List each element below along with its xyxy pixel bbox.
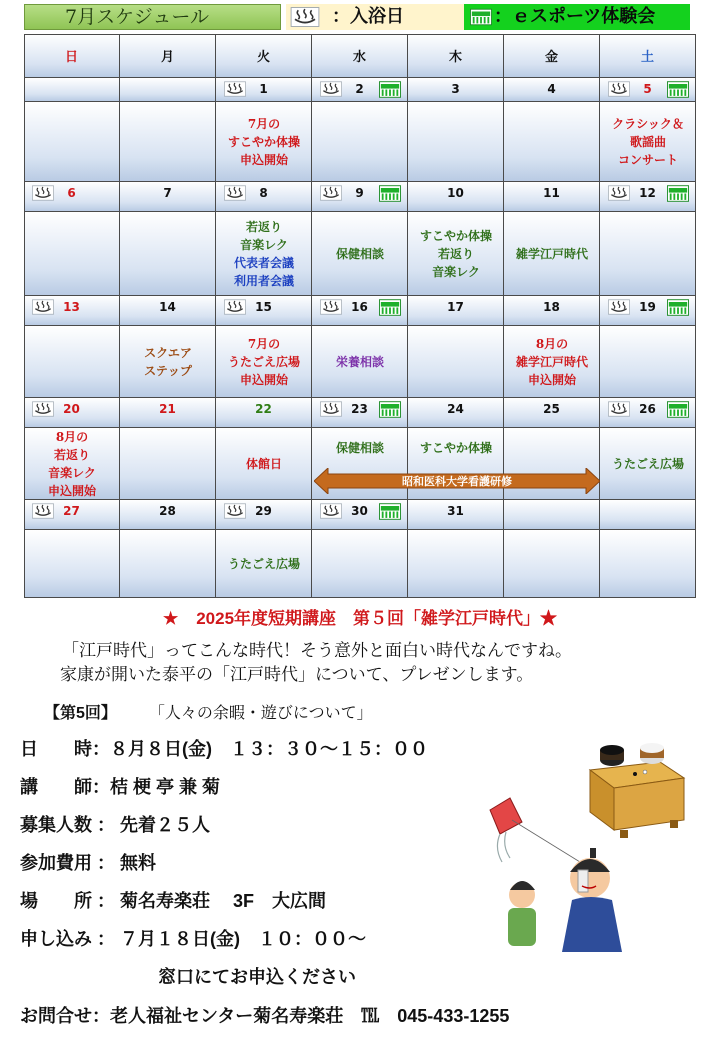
- event-line: 若返り: [53, 448, 90, 462]
- date-cell: [120, 182, 216, 212]
- training-label: 昭和医科大学看護研修: [402, 475, 512, 488]
- training-arrow-icon: [314, 468, 600, 494]
- event-cell: [504, 102, 600, 182]
- day-number: 19: [639, 300, 656, 314]
- event-cell: [24, 428, 120, 500]
- go-board-icon: [590, 743, 684, 838]
- event-line: コンサート: [617, 153, 678, 167]
- info-lecturer: 講 師：桔 梗 亭 兼 菊: [20, 777, 221, 797]
- day-number: 15: [255, 300, 272, 314]
- day-number: 22: [255, 402, 272, 416]
- day-number: 12: [639, 186, 656, 200]
- date-cell: [120, 78, 216, 102]
- hot-spring-icon: [224, 185, 246, 201]
- event-text: [312, 212, 408, 296]
- date-cell: [408, 182, 504, 212]
- event-line: 若返り: [245, 220, 282, 234]
- event-line: 7月の: [247, 117, 281, 131]
- star-right-icon: ★: [540, 609, 558, 628]
- game-machine-icon: [667, 299, 689, 316]
- game-machine-icon: [667, 401, 689, 418]
- schedule-title: 7月スケジュール: [24, 4, 281, 30]
- event-cell: [600, 428, 696, 500]
- date-cell: [408, 78, 504, 102]
- info-fee: 参加費用 ： 無料: [20, 853, 157, 873]
- hot-spring-icon: [608, 81, 630, 97]
- event-cell: [216, 326, 312, 398]
- event-text: [216, 326, 312, 398]
- event-cell: [504, 326, 600, 398]
- event-text: [216, 428, 312, 500]
- man-figure-icon: [562, 848, 622, 952]
- event-line: すこやか体操: [419, 441, 492, 455]
- event-cell: [504, 530, 600, 598]
- date-cell: [24, 296, 120, 326]
- event-cell: [120, 530, 216, 598]
- event-line: 音楽レク: [432, 265, 480, 279]
- day-number: 13: [63, 300, 80, 314]
- event-text: [216, 102, 312, 182]
- event-cell: [408, 326, 504, 398]
- event-cell: [24, 212, 120, 296]
- event-line: 8月の: [55, 430, 89, 444]
- day-number: 8: [259, 186, 268, 200]
- date-cell: [600, 182, 696, 212]
- weekday-header: 水: [312, 34, 408, 78]
- day-number: 4: [547, 82, 556, 96]
- event-cell: [600, 326, 696, 398]
- weekday-header: 日: [24, 34, 120, 78]
- lecture-description-1: 「江戸時代」ってこんな時代！そう意外と面白い時代なんですね。: [62, 641, 572, 660]
- event-line: うたごえ広場: [227, 557, 300, 571]
- day-number: 7: [163, 186, 172, 200]
- event-cell: [120, 102, 216, 182]
- hot-spring-icon: [224, 299, 246, 315]
- event-line: すこやか体操: [227, 135, 300, 149]
- date-cell: [24, 398, 120, 428]
- event-text: [120, 326, 216, 398]
- weekday-header: 木: [408, 34, 504, 78]
- day-number: 17: [447, 300, 464, 314]
- game-machine-icon: [379, 299, 401, 316]
- event-cell: [504, 212, 600, 296]
- bath-legend-label: ：入浴日: [332, 6, 404, 27]
- lecture-title: [0, 604, 720, 629]
- day-number: 18: [543, 300, 560, 314]
- game-machine-icon: [379, 503, 401, 520]
- day-number: 25: [543, 402, 560, 416]
- date-cell: [504, 500, 600, 530]
- day-number: 26: [639, 402, 656, 416]
- date-cell: [24, 78, 120, 102]
- hot-spring-icon: [320, 81, 342, 97]
- day-number: 3: [451, 82, 460, 96]
- date-cell: [120, 296, 216, 326]
- event-line: 利用者会議: [233, 274, 294, 288]
- event-cell: [408, 530, 504, 598]
- event-line: すこやか体操: [419, 229, 492, 243]
- esports-legend-label: ：ｅスポーツ体験会: [494, 6, 656, 27]
- day-number: 24: [447, 402, 464, 416]
- hot-spring-icon: [32, 299, 54, 315]
- event-line: 8月の: [535, 337, 569, 351]
- date-cell: [120, 398, 216, 428]
- event-line: 7月の: [247, 337, 281, 351]
- date-cell: [216, 296, 312, 326]
- game-machine-icon: [667, 185, 689, 202]
- game-machine-icon: [379, 185, 401, 202]
- event-line: 雑学江戸時代: [515, 355, 588, 369]
- hot-spring-icon: [32, 503, 54, 519]
- day-number: 27: [63, 504, 80, 518]
- session-topic: 「人々の余暇・遊びについて」: [156, 705, 373, 722]
- event-line: 申込開始: [527, 373, 576, 387]
- game-machine-icon: [667, 81, 689, 98]
- event-line: 申込開始: [239, 153, 288, 167]
- date-cell: [216, 398, 312, 428]
- date-cell: [504, 78, 600, 102]
- day-number: 2: [355, 82, 364, 96]
- child-figure-icon: [508, 881, 536, 946]
- calendar-grid: [24, 34, 696, 598]
- hot-spring-icon: [608, 185, 630, 201]
- event-cell: [216, 212, 312, 296]
- date-cell: [312, 296, 408, 326]
- event-cell: [600, 212, 696, 296]
- info-apply-note: 窓口にてお申込ください: [158, 967, 356, 987]
- weekday-header: 火: [216, 34, 312, 78]
- date-cell: [504, 398, 600, 428]
- event-line: 雑学江戸時代: [515, 247, 588, 261]
- event-line: 保健相談: [335, 441, 384, 455]
- date-cell: [600, 296, 696, 326]
- info-date: 日 時：８月８日(金) １３：３０～１５：００: [20, 739, 428, 759]
- event-text: [504, 212, 600, 296]
- date-cell: [216, 500, 312, 530]
- event-text: [504, 326, 600, 398]
- event-line: ステップ: [144, 364, 192, 378]
- lecture-title-text: 2025年度短期講座 第５回「雑学江戸時代」: [196, 609, 541, 628]
- hot-spring-icon: [608, 299, 630, 315]
- hot-spring-icon: [224, 503, 246, 519]
- legend-bar: [24, 4, 668, 32]
- day-number: 23: [351, 402, 368, 416]
- event-line: 歌謡曲: [629, 135, 666, 149]
- hot-spring-icon: [32, 185, 54, 201]
- day-number: 11: [543, 186, 560, 200]
- event-cell: [312, 530, 408, 598]
- date-cell: [600, 398, 696, 428]
- event-cell: [120, 326, 216, 398]
- day-number: 6: [67, 186, 76, 200]
- date-cell: [216, 182, 312, 212]
- event-cell: [216, 530, 312, 598]
- event-cell: [24, 102, 120, 182]
- event-cell: [24, 326, 120, 398]
- weekday-header: 月: [120, 34, 216, 78]
- event-line: 若返り: [437, 247, 474, 261]
- hot-spring-icon: [320, 185, 342, 201]
- event-text: [408, 212, 504, 296]
- session-line: [44, 700, 373, 723]
- weekday-header: 金: [504, 34, 600, 78]
- event-text: [312, 326, 408, 398]
- edo-leisure-illustration: [470, 740, 690, 955]
- esports-legend: [464, 4, 690, 30]
- lecture-description-2: 家康が開いた泰平の「江戸時代」について、プレゼンします。: [60, 665, 534, 684]
- event-text: [216, 530, 312, 598]
- date-cell: [600, 78, 696, 102]
- event-line: 申込開始: [47, 484, 96, 498]
- date-cell: [24, 182, 120, 212]
- event-cell: [312, 102, 408, 182]
- event-cell: [216, 102, 312, 182]
- date-cell: [216, 78, 312, 102]
- event-cell: [120, 428, 216, 500]
- game-machine-icon: [470, 7, 492, 27]
- kite-icon: [490, 798, 580, 862]
- date-cell: [504, 296, 600, 326]
- date-cell: [24, 500, 120, 530]
- info-capacity: 募集人数 ： 先着２５人: [20, 815, 211, 835]
- game-machine-icon: [379, 81, 401, 98]
- day-number: 9: [355, 186, 364, 200]
- hot-spring-icon: [224, 81, 246, 97]
- info-place: 場 所 ： 菊名寿楽荘 3F 大広間: [20, 891, 327, 911]
- date-cell: [312, 182, 408, 212]
- event-cell: [312, 212, 408, 296]
- day-number: 5: [643, 82, 652, 96]
- day-number: 10: [447, 186, 464, 200]
- star-left-icon: ★: [162, 609, 179, 628]
- event-line: 音楽レク: [240, 238, 288, 252]
- day-number: 1: [259, 82, 268, 96]
- event-line: クラシック＆: [612, 117, 684, 131]
- day-number: 14: [159, 300, 176, 314]
- date-cell: [312, 78, 408, 102]
- event-cell: [312, 326, 408, 398]
- event-cell: [120, 212, 216, 296]
- day-number: 29: [255, 504, 272, 518]
- date-cell: [120, 500, 216, 530]
- hot-spring-icon: [290, 7, 320, 27]
- day-number: 20: [63, 402, 80, 416]
- day-number: 16: [351, 300, 368, 314]
- session-label: 【第5回】: [44, 705, 117, 722]
- day-number: 31: [447, 504, 464, 518]
- event-cell: [216, 428, 312, 500]
- info-apply: 申し込み ： ７月１８日(金) １０：００～: [20, 929, 366, 949]
- hot-spring-icon: [32, 401, 54, 417]
- event-line: 栄養相談: [335, 355, 384, 369]
- event-cell: [600, 530, 696, 598]
- event-cell: [408, 212, 504, 296]
- event-line: 申込開始: [239, 373, 288, 387]
- bath-legend: [286, 4, 464, 30]
- event-line: 音楽レク: [48, 466, 96, 480]
- day-number: 28: [159, 504, 176, 518]
- event-cell: [600, 102, 696, 182]
- event-line: 保健相談: [335, 247, 384, 261]
- event-cell: [24, 530, 120, 598]
- event-text: [216, 212, 312, 296]
- date-cell: [408, 500, 504, 530]
- event-cell: [408, 102, 504, 182]
- date-cell: [504, 182, 600, 212]
- weekday-header: 土: [600, 34, 696, 78]
- hot-spring-icon: [320, 503, 342, 519]
- date-cell: [600, 500, 696, 530]
- hot-spring-icon: [608, 401, 630, 417]
- event-line: うたごえ広場: [611, 457, 684, 471]
- event-text: [600, 102, 696, 182]
- day-number: 30: [351, 504, 368, 518]
- date-cell: [408, 296, 504, 326]
- event-line: 代表者会議: [233, 256, 294, 270]
- event-line: スクエア: [144, 346, 192, 360]
- event-text: [600, 428, 696, 500]
- day-number: 21: [159, 402, 176, 416]
- info-contact: お問合せ：老人福祉センター菊名寿楽荘 ℡ 045-433-1255: [20, 1006, 510, 1026]
- hot-spring-icon: [320, 299, 342, 315]
- event-line: 体館日: [245, 457, 282, 471]
- date-cell: [312, 500, 408, 530]
- event-text: [24, 428, 120, 500]
- event-line: うたごえ広場: [227, 355, 300, 369]
